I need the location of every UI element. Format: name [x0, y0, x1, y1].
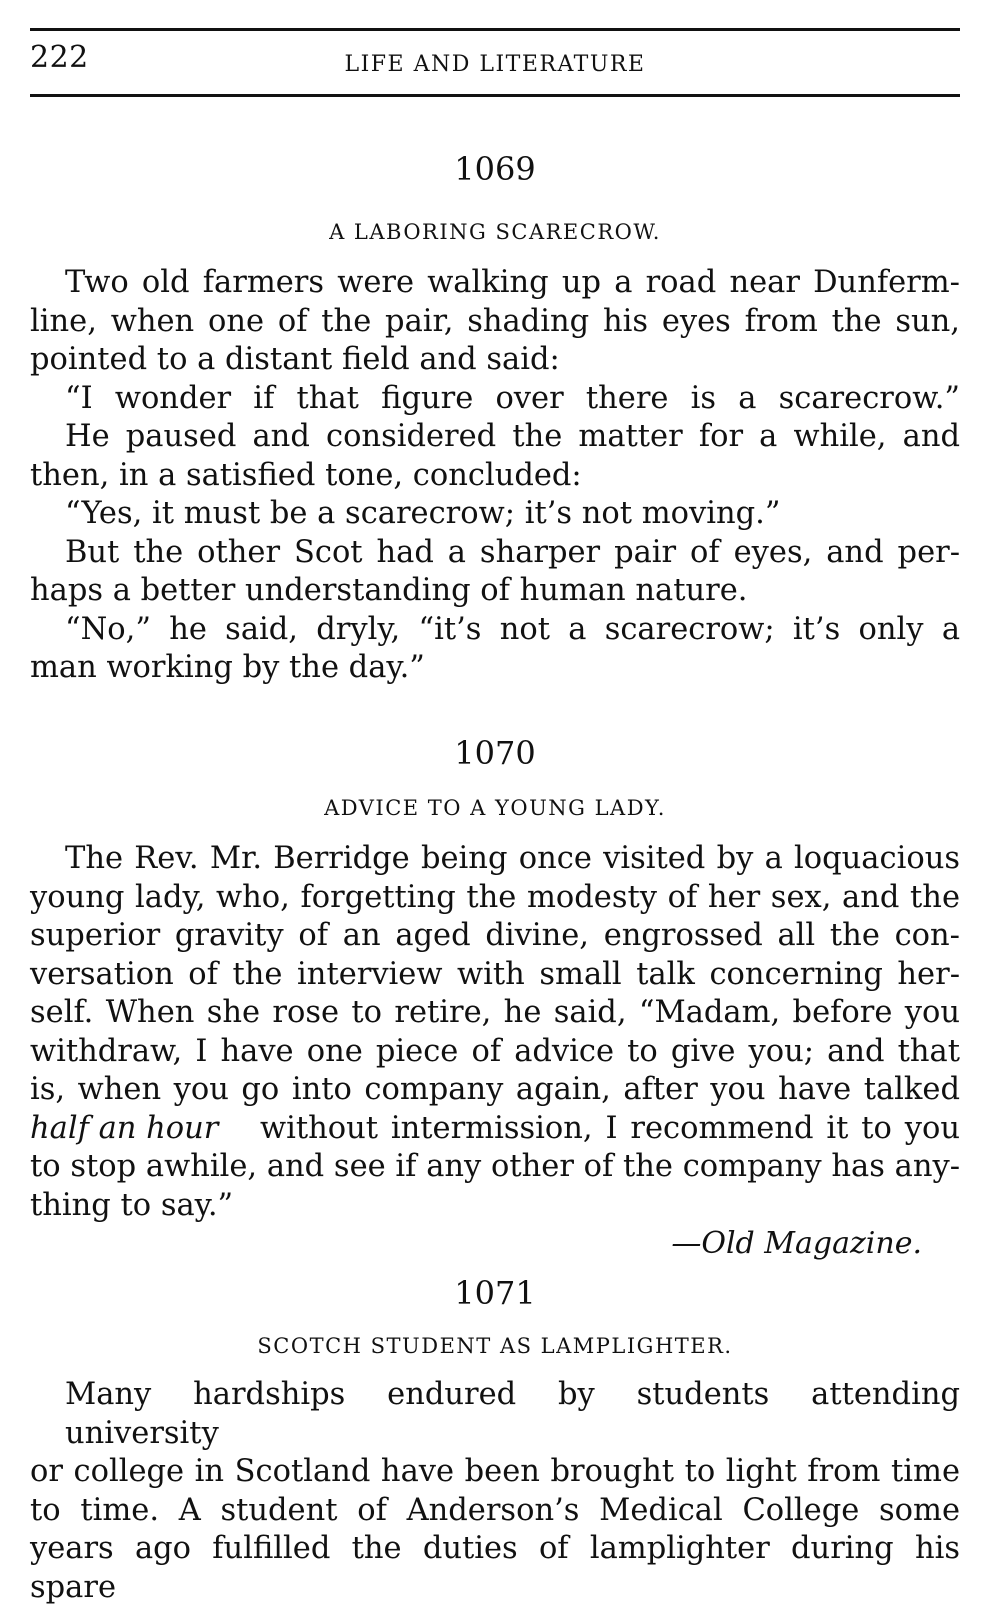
text-line: superior gravity of an aged divine, engrossed all the con- [30, 918, 960, 953]
entry-title: SCOTCH STUDENT AS LAMPLIGHTER. [257, 1334, 733, 1358]
text-line: to stop awhile, and see if any other of the company has any- [30, 1149, 960, 1184]
text-line: Two old farmers were walking up a road near Dunferm- [65, 265, 960, 300]
entry-body [30, 1376, 960, 1607]
text-line: “Yes, it must be a scarecrow; it’s not moving.” [65, 496, 781, 531]
entry-body [30, 264, 960, 688]
text-line: pointed to a distant field and said: [30, 342, 560, 377]
text-line: thing to say.” [30, 1187, 234, 1223]
page-number: 222 [30, 40, 89, 75]
text-line: haps a better understanding of human nature. [30, 573, 748, 608]
header-bottom-rule [30, 94, 960, 97]
entry-number: 1071 [454, 1274, 536, 1312]
text-line: He paused and considered the matter for a while, and [65, 419, 960, 454]
text-line: self. When she rose to retire, he said, “Madam, before you [30, 995, 960, 1030]
text-line: “I wonder if that figure over there is a scarecrow.” [65, 380, 960, 416]
text-line [30, 1110, 960, 1149]
text-line: But the other Scot had a sharper pair of eyes, and per- [65, 534, 960, 570]
header-top-rule [30, 28, 960, 31]
text-line: man working by the day.” [30, 650, 425, 685]
text-line: versation of the interview with small talk concerning her- [30, 956, 960, 992]
text-line-rest: without intermission, I recommend it to you [260, 1110, 960, 1146]
entry-number: 1070 [454, 734, 536, 772]
text-line: young lady, who, forgetting the modesty of her sex, and the [30, 879, 960, 915]
text-line: The Rev. Mr. Berridge being once visited by a loquacious [65, 841, 960, 876]
text-line: Many hardships endured by students attending university [65, 1377, 960, 1451]
attribution: —Old Magazine. [671, 1226, 922, 1261]
text-line: years ago fulfilled the duties of lamplighter during his spare [30, 1531, 960, 1605]
text-line: then, in a satisfied tone, concluded: [30, 457, 582, 493]
running-title: LIFE AND LITERATURE [344, 52, 646, 77]
entry-body [30, 840, 960, 1225]
entry-title: ADVICE TO A YOUNG LADY. [324, 796, 666, 820]
text-line: to time. A student of Anderson’s Medical College some [30, 1492, 960, 1528]
text-line: “No,” he said, dryly, “it’s not a scarecrow; it’s only a [65, 611, 960, 647]
text-line: or college in Scotland have been brought to light from time [30, 1454, 960, 1489]
entry-title: A LABORING SCARECROW. [329, 220, 661, 244]
entry-number: 1069 [454, 150, 536, 188]
text-line: line, when one of the pair, shading his eyes from the sun, [30, 303, 960, 339]
italic-phrase: half an hour [30, 1110, 219, 1146]
text-line: is, when you go into company again, after you have talked [30, 1072, 960, 1107]
text-line: withdraw, I have one piece of advice to give you; and that [30, 1033, 960, 1069]
